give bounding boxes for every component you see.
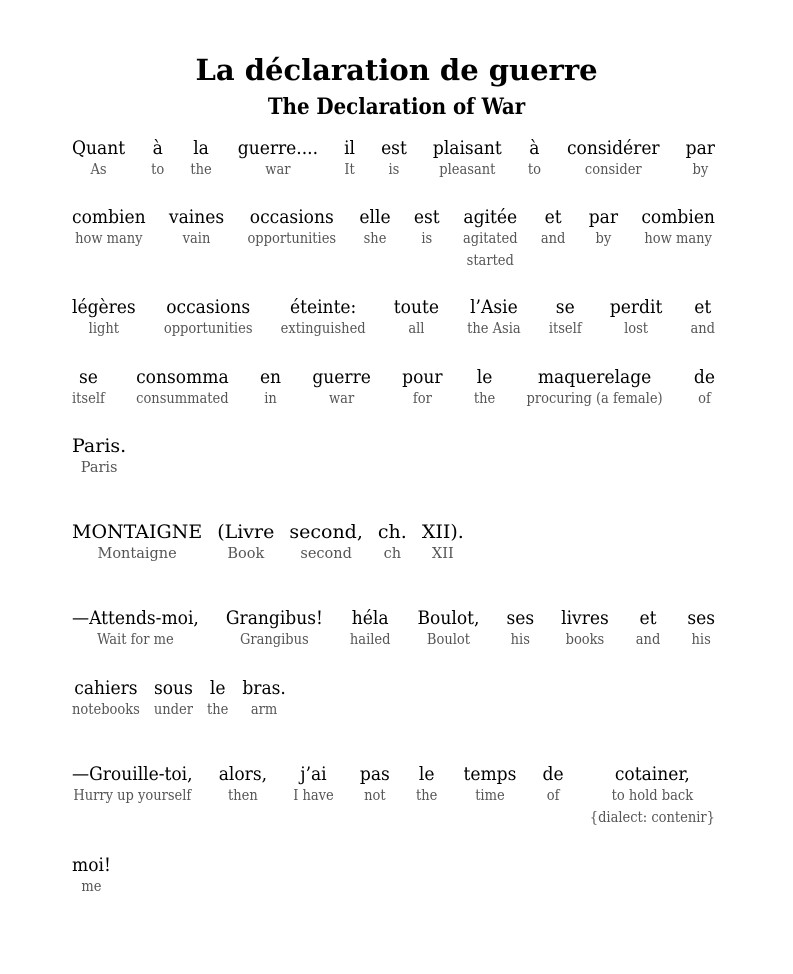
- word-pair: [402, 366, 442, 410]
- interlinear-line: [72, 366, 715, 410]
- english-gloss: of: [698, 391, 711, 407]
- word-pair: [543, 763, 564, 807]
- interlinear-line: [72, 854, 715, 898]
- word-pair: [219, 763, 267, 807]
- french-word: guerre: [312, 366, 371, 388]
- word-pair: [506, 607, 534, 651]
- french-word: XII).: [421, 521, 464, 543]
- word-pair: [72, 366, 105, 410]
- english-gloss: vain: [182, 231, 211, 247]
- french-word: occasions: [249, 206, 334, 228]
- word-pair: [136, 366, 229, 410]
- word-pair: [610, 296, 663, 340]
- english-gloss: time: [475, 788, 505, 804]
- interlinear-line: [72, 296, 715, 340]
- english-gloss: how many: [644, 231, 712, 247]
- english-gloss: It: [344, 162, 355, 178]
- french-word: et: [639, 607, 657, 629]
- english-gloss: not: [364, 788, 386, 804]
- interlinear-line: [72, 206, 715, 272]
- word-pair: [549, 296, 582, 340]
- word-pair: [72, 763, 193, 807]
- english-gloss: war: [329, 391, 355, 407]
- word-pair: [422, 521, 464, 565]
- english-gloss: hailed: [349, 632, 391, 648]
- page-subtitle: The Declaration of War: [267, 94, 526, 120]
- word-pair: [289, 521, 363, 565]
- word-pair: [416, 763, 437, 807]
- word-pair: [541, 206, 566, 250]
- word-pair: [528, 137, 541, 181]
- english-gloss: second: [300, 546, 352, 562]
- french-word: par: [685, 137, 715, 159]
- french-word: guerre....: [237, 137, 318, 159]
- french-word: de: [542, 763, 564, 785]
- word-pair: [690, 296, 715, 340]
- french-word: et: [544, 206, 562, 228]
- french-word: à: [152, 137, 163, 159]
- english-gloss: light: [88, 321, 120, 337]
- english-gloss: Book: [227, 546, 265, 562]
- english-gloss-alt: {dialect: contenir}: [589, 810, 715, 826]
- french-word: est: [413, 206, 440, 228]
- english-gloss: by: [692, 162, 709, 178]
- french-word: Quant: [72, 137, 126, 159]
- english-gloss: of: [546, 788, 560, 804]
- word-pair: [72, 607, 199, 651]
- word-pair: [312, 366, 371, 410]
- english-gloss: by: [595, 231, 612, 247]
- word-pair: [207, 677, 228, 721]
- english-gloss: is: [421, 231, 433, 247]
- english-gloss: to: [151, 162, 165, 178]
- word-pair: [359, 206, 390, 250]
- word-pair: [641, 206, 715, 250]
- word-pair: [164, 296, 253, 340]
- english-gloss: Grangibus: [239, 632, 309, 648]
- english-gloss: itself: [548, 321, 582, 337]
- english-gloss: me: [81, 879, 102, 895]
- french-word: en: [259, 366, 282, 388]
- interlinear-line: [72, 607, 715, 651]
- word-pair: [260, 366, 281, 410]
- word-pair: [72, 854, 111, 898]
- french-word: toute: [393, 296, 439, 318]
- word-pair: [589, 206, 618, 250]
- french-word: le: [418, 763, 435, 785]
- word-pair: [378, 521, 407, 565]
- word-pair: [72, 435, 126, 479]
- english-gloss: she: [363, 231, 387, 247]
- french-word: livres: [561, 607, 609, 629]
- word-pair: [350, 607, 391, 651]
- french-word: est: [381, 137, 407, 159]
- english-gloss: and: [540, 231, 566, 247]
- english-gloss: under: [153, 702, 193, 718]
- french-word: temps: [463, 763, 517, 785]
- word-pair: [590, 763, 715, 829]
- word-pair: [474, 366, 495, 410]
- french-word: alors,: [218, 763, 268, 785]
- word-pair: [281, 296, 366, 340]
- french-word: sous: [154, 677, 193, 699]
- french-word: occasions: [166, 296, 251, 318]
- english-gloss: and: [635, 632, 661, 648]
- french-word: éteinte:: [290, 296, 357, 318]
- french-word: le: [476, 366, 493, 388]
- english-gloss: Paris: [80, 460, 118, 476]
- french-word: se: [78, 366, 98, 388]
- french-word: héla: [351, 607, 389, 629]
- interlinear-line: [72, 435, 715, 479]
- page-title: La déclaration de guerre: [195, 53, 598, 87]
- french-word: moi!: [72, 854, 111, 876]
- french-word: (Livre: [217, 521, 275, 543]
- english-gloss: the: [206, 702, 229, 718]
- word-pair: [381, 137, 407, 181]
- word-pair: [567, 137, 660, 181]
- english-gloss: the: [473, 391, 496, 407]
- english-gloss: the: [190, 162, 212, 178]
- french-word: second,: [289, 521, 363, 543]
- french-word: se: [555, 296, 575, 318]
- english-gloss: then: [227, 788, 258, 804]
- word-pair: [467, 296, 521, 340]
- english-gloss: the: [415, 788, 438, 804]
- word-pair: [72, 206, 146, 250]
- word-pair: [344, 137, 355, 181]
- french-word: plaisant: [432, 137, 502, 159]
- interlinear-line: [72, 521, 715, 565]
- french-word: la: [193, 137, 209, 159]
- english-gloss: is: [388, 162, 400, 178]
- english-gloss: consummated: [136, 391, 229, 407]
- french-word: légères: [72, 296, 136, 318]
- interlinear-line: [72, 677, 715, 721]
- interlinear-line: [72, 763, 715, 829]
- english-gloss: in: [264, 391, 277, 407]
- interlinear-line: [72, 137, 715, 181]
- french-word: l’Asie: [470, 296, 518, 318]
- french-word: pas: [359, 763, 390, 785]
- word-pair: [527, 366, 663, 410]
- english-gloss: the Asia: [467, 321, 521, 337]
- english-gloss: consider: [584, 162, 642, 178]
- french-word: —Grouille-toi,: [72, 763, 193, 785]
- french-word: de: [693, 366, 715, 388]
- word-pair: [414, 206, 440, 250]
- french-word: —Attends-moi,: [72, 607, 199, 629]
- english-gloss: agitated: [462, 231, 518, 247]
- french-word: et: [694, 296, 712, 318]
- french-word: combien: [641, 206, 715, 228]
- word-pair: [190, 137, 211, 181]
- french-word: maquerelage: [537, 366, 652, 388]
- french-word: agitée: [463, 206, 518, 228]
- english-gloss: Hurry up yourself: [73, 788, 192, 804]
- word-pair: [226, 607, 323, 651]
- word-pair: [72, 137, 125, 181]
- word-pair: [636, 607, 661, 651]
- french-word: cotainer,: [614, 763, 690, 785]
- word-pair: [238, 137, 318, 181]
- french-word: consomma: [136, 366, 229, 388]
- french-word: le: [209, 677, 226, 699]
- french-word: Grangibus!: [225, 607, 323, 629]
- english-gloss: for: [412, 391, 432, 407]
- english-gloss-alt: started: [466, 253, 514, 269]
- word-pair: [360, 763, 390, 807]
- english-gloss: notebooks: [72, 702, 140, 718]
- english-gloss: extinguished: [280, 321, 366, 337]
- english-gloss: and: [690, 321, 715, 337]
- word-pair: [464, 763, 517, 807]
- english-gloss: how many: [75, 231, 143, 247]
- english-gloss: I have: [293, 788, 334, 804]
- english-gloss: to hold back: [611, 788, 694, 804]
- english-gloss: procuring (a female): [526, 391, 663, 407]
- french-word: Boulot,: [417, 607, 480, 629]
- french-word: ch.: [377, 521, 407, 543]
- english-gloss: Boulot: [426, 632, 471, 648]
- word-pair: [433, 137, 502, 181]
- word-pair: [394, 296, 439, 340]
- english-gloss: lost: [624, 321, 649, 337]
- english-gloss: his: [691, 632, 711, 648]
- word-pair: [72, 296, 136, 340]
- word-pair: [247, 206, 336, 250]
- english-gloss: opportunities: [163, 321, 253, 337]
- english-gloss: to: [527, 162, 541, 178]
- english-gloss: pleasant: [439, 162, 496, 178]
- english-gloss: war: [265, 162, 291, 178]
- english-gloss: his: [510, 632, 530, 648]
- english-gloss: books: [565, 632, 605, 648]
- french-word: par: [588, 206, 619, 228]
- word-pair: [72, 521, 202, 565]
- word-pair: [418, 607, 480, 651]
- french-word: à: [529, 137, 540, 159]
- word-pair: [72, 677, 140, 721]
- french-word: Paris.: [72, 435, 127, 457]
- french-word: cahiers: [74, 677, 138, 699]
- french-word: perdit: [609, 296, 663, 318]
- word-pair: [686, 137, 715, 181]
- word-pair: [154, 677, 193, 721]
- word-pair: [687, 607, 715, 651]
- french-word: considérer: [566, 137, 660, 159]
- word-pair: [169, 206, 224, 250]
- english-gloss: ch: [383, 546, 402, 562]
- french-word: il: [344, 137, 355, 159]
- french-word: ses: [506, 607, 535, 629]
- word-pair: [217, 521, 274, 565]
- french-word: elle: [359, 206, 391, 228]
- english-gloss: Wait for me: [97, 632, 174, 648]
- french-word: ses: [687, 607, 715, 629]
- word-pair: [463, 206, 518, 272]
- word-pair: [561, 607, 609, 651]
- word-pair: [293, 763, 334, 807]
- english-gloss: itself: [72, 391, 105, 407]
- english-gloss: Montaigne: [97, 546, 177, 562]
- french-word: vaines: [168, 206, 225, 228]
- french-word: bras.: [242, 677, 286, 699]
- french-word: MONTAIGNE: [72, 521, 203, 543]
- word-pair: [694, 366, 715, 410]
- english-gloss: all: [408, 321, 425, 337]
- english-gloss: As: [90, 162, 107, 178]
- english-gloss: XII: [431, 546, 454, 562]
- french-word: pour: [402, 366, 443, 388]
- french-word: j’ai: [300, 763, 327, 785]
- french-word: combien: [72, 206, 146, 228]
- english-gloss: opportunities: [247, 231, 337, 247]
- word-pair: [151, 137, 164, 181]
- english-gloss: arm: [250, 702, 278, 718]
- word-pair: [242, 677, 286, 721]
